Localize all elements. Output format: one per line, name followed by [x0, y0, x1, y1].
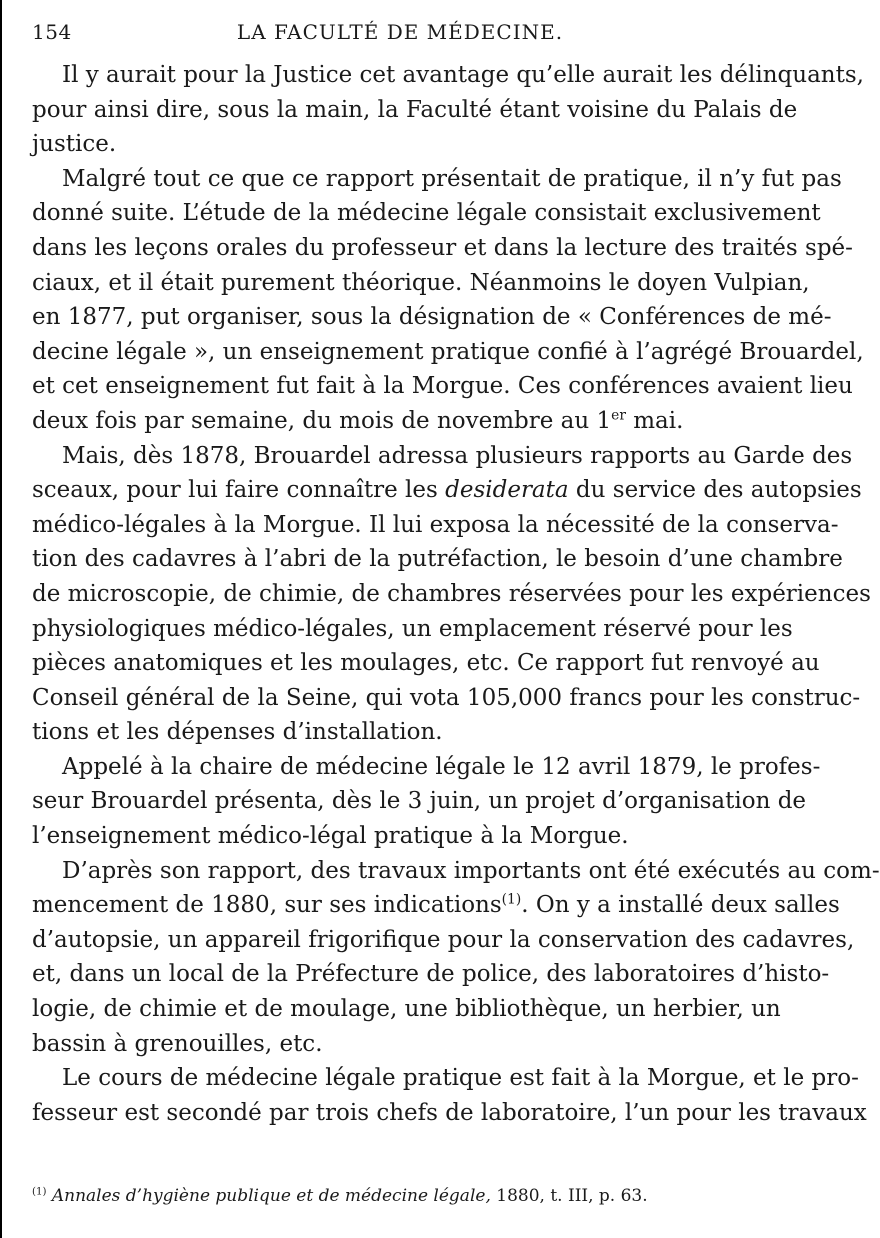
- text-segment: du service des autopsies: [568, 477, 862, 504]
- text-line: d’autopsie, un appareil frigorifique pour la conservation des cadavres,: [32, 926, 855, 953]
- text-line: Le cours de médecine légale pratique est fait à la Morgue, et le pro-: [62, 1065, 859, 1092]
- text-line: Appelé à la chaire de médecine légale le 12 avril 1879, le profes-: [62, 753, 821, 780]
- text-line: en 1877, put organiser, sous la désignation de « Conférences de mé-: [32, 304, 832, 331]
- text-line: [32, 888, 840, 923]
- text-segment: . On y a installé deux salles: [521, 892, 840, 919]
- page-number: 154: [32, 20, 72, 44]
- text-line: pour ainsi dire, sous la main, la Faculté étant voisine du Palais de: [32, 96, 798, 123]
- text-line: pièces anatomiques et les moulages, etc. Ce rapport fut renvoyé au: [32, 650, 820, 677]
- text-segment: mai.: [625, 407, 684, 434]
- footnote-reference: (1): [501, 891, 522, 908]
- running-title: LA FACULTÉ DE MÉDECINE.: [236, 20, 564, 44]
- text-line: tions et les dépenses d’installation.: [32, 719, 443, 746]
- text-line: Mais, dès 1878, Brouardel adressa plusieurs rapports au Garde des: [62, 442, 853, 469]
- text-line: decine légale », un enseignement pratique confié à l’agrégé Brouardel,: [32, 338, 864, 365]
- text-line: [32, 404, 770, 439]
- text-segment: sceaux, pour lui faire connaître les: [32, 477, 446, 504]
- footnote-title: Annales d’hygiène publique et de médecine légale,: [51, 1186, 491, 1206]
- text-line: et, dans un local de la Préfecture de police, des laboratoires d’histo-: [32, 961, 830, 988]
- footnote: [32, 1185, 768, 1207]
- text-line: l’enseignement médico-légal pratique à la Morgue.: [32, 823, 629, 850]
- text-line: ciaux, et il était purement théorique. Néanmoins le doyen Vulpian,: [32, 269, 810, 296]
- text-line: physiologiques médico-légales, un emplacement réservé pour les: [32, 615, 793, 642]
- footnote-citation: 1880, t. III, p. 63.: [490, 1186, 648, 1206]
- running-header: [32, 20, 768, 48]
- text-segment: deux fois par semaine, du mois de novembre au 1: [32, 407, 612, 434]
- body-text: [32, 58, 880, 1130]
- text-line: bassin à grenouilles, etc.: [32, 1030, 323, 1057]
- text-line: dans les leçons orales du professeur et dans la lecture des traités spé-: [32, 234, 853, 261]
- text-line: médico-légales à la Morgue. Il lui exposa la nécessité de la conserva-: [32, 511, 839, 538]
- text-line: et cet enseignement fut fait à la Morgue. Ces conférences avaient lieu: [32, 373, 853, 400]
- italic-term: desiderata: [445, 477, 569, 504]
- text-line: de microscopie, de chimie, de chambres réservées pour les expériences: [32, 580, 871, 607]
- text-line: fesseur est secondé par trois chefs de laboratoire, l’un pour les travaux: [32, 1099, 867, 1126]
- text-line: logie, de chimie et de moulage, une bibliothèque, un herbier, un: [32, 996, 781, 1023]
- text-line: D’après son rapport, des travaux importants ont été exécutés au com-: [62, 857, 880, 884]
- text-line: justice.: [32, 131, 117, 158]
- superscript: er: [611, 407, 626, 424]
- text-line: Conseil général de la Seine, qui vota 105,000 francs pour les construc-: [32, 684, 861, 711]
- text-segment: mencement de 1880, sur ses indications: [32, 892, 502, 919]
- text-line: tion des cadavres à l’abri de la putréfaction, le besoin d’une chambre: [32, 546, 843, 573]
- text-line: Malgré tout ce que ce rapport présentait de pratique, il n’y fut pas: [62, 165, 842, 192]
- text-line: Il y aurait pour la Justice cet avantage qu’elle aurait les délinquants,: [62, 62, 864, 88]
- footnote-marker: (1): [32, 1186, 47, 1198]
- text-line: [32, 473, 862, 508]
- text-line: seur Brouardel présenta, dès le 3 juin, un projet d’organisation de: [32, 788, 807, 815]
- text-line: donné suite. L’étude de la médecine légale consistait exclusivement: [32, 200, 821, 227]
